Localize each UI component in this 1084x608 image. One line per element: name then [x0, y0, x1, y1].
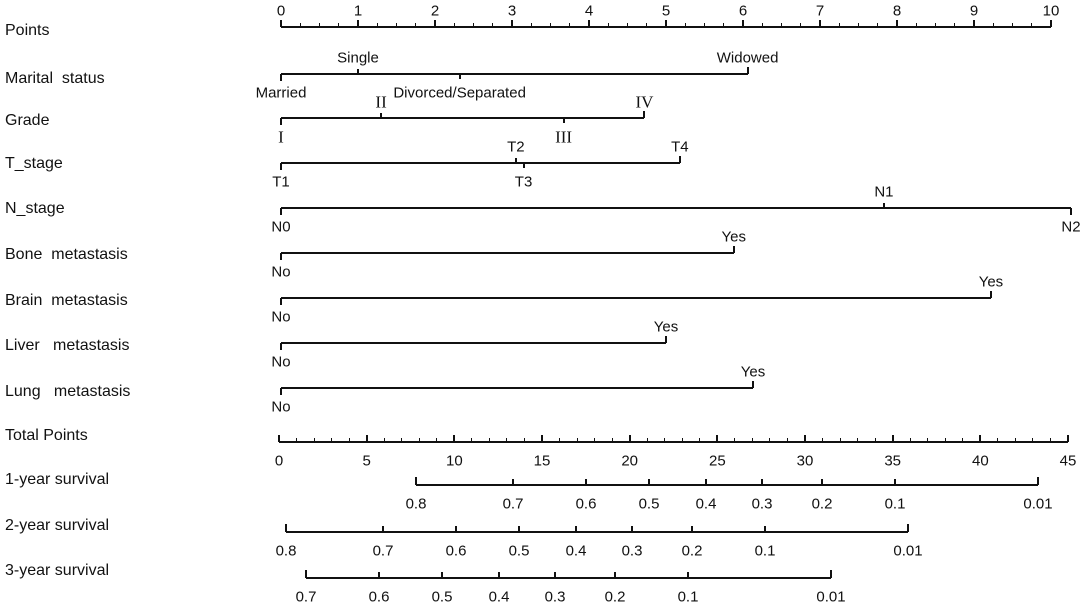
brain-metastasis-value-label: Yes	[978, 273, 1004, 291]
total-points-tick-label: 25	[708, 452, 726, 470]
total-points-tick	[664, 438, 665, 442]
total-points-tick	[892, 435, 894, 442]
liver-metastasis-axis-line	[281, 342, 666, 344]
total-points-tick-label: 45	[1059, 452, 1077, 470]
n-stage-value-label: N1	[874, 183, 894, 201]
total-points-tick	[384, 438, 385, 442]
marital-status-value-label: Single	[337, 49, 379, 67]
row-label-3-year-survival: 3-year survival	[5, 562, 110, 579]
total-points-tick	[419, 438, 420, 442]
total-points-tick	[577, 438, 578, 442]
bone-metastasis-axis-line	[281, 252, 734, 254]
total-points-tick	[804, 435, 806, 442]
total-points-tick-label: 0	[274, 452, 284, 470]
survival-3-year-tick-label: 0.2	[604, 588, 626, 606]
total-points-tick	[822, 438, 823, 442]
liver-metastasis-tick	[665, 336, 667, 343]
marital-status-tick	[747, 67, 749, 74]
points-tick	[781, 23, 782, 27]
points-tick	[357, 20, 359, 27]
points-tick	[608, 23, 609, 27]
t-stage-tick	[679, 156, 681, 163]
total-points-tick	[541, 435, 543, 442]
points-tick-label: 1	[353, 2, 363, 20]
total-points-tick-label: 5	[362, 452, 371, 470]
survival-3-year-axis-line	[306, 577, 831, 579]
total-points-tick	[489, 438, 490, 442]
lung-metastasis-axis-line	[281, 387, 753, 389]
brain-metastasis-tick	[990, 291, 992, 298]
survival-1-year-tick	[415, 477, 417, 485]
total-points-tick	[1050, 438, 1051, 442]
total-points-tick	[524, 438, 525, 442]
grade-tick	[563, 118, 565, 123]
survival-1-year-tick-label: 0.7	[502, 495, 524, 513]
points-tick	[819, 20, 821, 27]
row-label-liver-metastasis: Liver metastasis	[5, 337, 130, 354]
points-tick	[723, 23, 724, 27]
survival-1-year-tick	[1037, 477, 1039, 485]
survival-1-year-tick-label: 0.8	[405, 495, 427, 513]
n-stage-axis-line	[281, 207, 1071, 209]
survival-1-year-tick	[512, 479, 514, 485]
points-tick	[396, 23, 397, 27]
points-tick	[685, 23, 686, 27]
row-label-marital-status: Marital status	[5, 70, 105, 87]
total-points-tick	[1015, 438, 1016, 442]
survival-2-year-tick-label: 0.7	[372, 542, 394, 560]
survival-1-year-tick	[821, 479, 823, 485]
points-tick-label: 10	[1042, 2, 1060, 20]
t-stage-value-label: T2	[507, 138, 525, 156]
survival-3-year-tick	[830, 570, 832, 578]
points-tick	[531, 23, 532, 27]
survival-2-year-tick-label: 0.5	[508, 542, 530, 560]
row-label-total-points: Total Points	[5, 427, 88, 444]
points-tick	[473, 23, 474, 27]
points-tick	[550, 23, 551, 27]
total-points-tick-label: 30	[796, 452, 814, 470]
points-tick-label: 8	[892, 2, 902, 20]
total-points-tick	[647, 438, 648, 442]
points-tick	[877, 23, 878, 27]
total-points-tick	[769, 438, 770, 442]
total-points-tick	[682, 438, 683, 442]
total-points-tick	[875, 438, 876, 442]
points-tick	[839, 23, 840, 27]
t-stage-tick	[280, 163, 282, 170]
marital-status-tick	[459, 74, 461, 79]
total-points-tick	[314, 438, 315, 442]
lung-metastasis-value-label: No	[271, 398, 291, 416]
points-tick	[858, 23, 859, 27]
row-label-1-year-survival: 1-year survival	[5, 471, 110, 488]
grade-value-label: IV	[635, 92, 654, 112]
bone-metastasis-tick	[280, 253, 282, 260]
points-tick	[1031, 23, 1032, 27]
points-tick-label: 2	[430, 2, 440, 20]
points-tick	[454, 23, 455, 27]
total-points-tick	[752, 438, 753, 442]
n-stage-tick	[1070, 208, 1072, 215]
total-points-tick	[787, 438, 788, 442]
points-tick	[762, 23, 763, 27]
survival-1-year-tick-label: 0.2	[811, 495, 833, 513]
points-tick	[896, 20, 898, 27]
points-tick	[646, 23, 647, 27]
survival-3-year-tick	[687, 572, 689, 578]
total-points-tick	[962, 438, 963, 442]
survival-3-year-tick-label: 0.1	[677, 588, 699, 606]
points-tick-label: 9	[969, 2, 979, 20]
survival-1-year-tick-label: 0.4	[695, 495, 717, 513]
survival-2-year-tick-label: 0.8	[275, 542, 297, 560]
points-tick	[511, 20, 513, 27]
total-points-tick	[366, 435, 368, 442]
total-points-tick	[734, 438, 735, 442]
total-points-tick	[629, 435, 631, 442]
survival-1-year-tick	[705, 479, 707, 485]
points-tick	[588, 20, 590, 27]
row-label-2-year-survival: 2-year survival	[5, 517, 110, 534]
survival-2-year-tick	[631, 526, 633, 532]
survival-2-year-axis-line	[286, 531, 908, 533]
grade-tick	[380, 113, 382, 118]
total-points-tick	[594, 438, 595, 442]
total-points-tick-label: 35	[884, 452, 901, 470]
lung-metastasis-tick	[280, 388, 282, 395]
survival-1-year-tick	[585, 479, 587, 485]
liver-metastasis-tick	[280, 343, 282, 350]
brain-metastasis-tick	[280, 298, 282, 305]
survival-1-year-tick-label: 0.01	[1023, 495, 1053, 513]
points-tick	[280, 20, 282, 27]
marital-status-value-label: Divorced/Separated	[393, 84, 526, 102]
survival-3-year-tick-label: 0.5	[431, 588, 453, 606]
grade-tick	[643, 111, 645, 118]
total-points-tick-label: 40	[971, 452, 989, 470]
survival-3-year-tick-label: 0.7	[295, 588, 317, 606]
survival-2-year-tick	[285, 524, 287, 532]
survival-3-year-tick-label: 0.3	[544, 588, 566, 606]
marital-status-value-label: Married	[255, 84, 307, 102]
survival-3-year-tick-label: 0.4	[488, 588, 510, 606]
grade-value-label: I	[278, 127, 284, 147]
points-tick	[300, 23, 301, 27]
t-stage-tick	[523, 163, 525, 168]
grade-value-label: III	[555, 127, 573, 147]
t-stage-value-label: T3	[514, 173, 533, 191]
total-points-tick	[840, 438, 841, 442]
lung-metastasis-value-label: Yes	[740, 363, 766, 381]
total-points-axis-line	[279, 441, 1068, 443]
survival-2-year-tick	[907, 524, 909, 532]
survival-1-year-tick-label: 0.5	[638, 495, 660, 513]
marital-status-axis-line	[281, 73, 748, 75]
survival-2-year-tick	[764, 526, 766, 532]
total-points-tick	[331, 438, 332, 442]
survival-1-year-tick	[894, 479, 896, 485]
points-tick	[492, 23, 493, 27]
total-points-tick	[559, 438, 560, 442]
points-tick	[1012, 23, 1013, 27]
lung-metastasis-tick	[752, 381, 754, 388]
survival-3-year-tick	[614, 572, 616, 578]
points-tick	[627, 23, 628, 27]
survival-2-year-tick-label: 0.3	[621, 542, 643, 560]
total-points-tick	[296, 438, 297, 442]
marital-status-tick	[357, 69, 359, 74]
grade-axis-line	[281, 117, 644, 119]
survival-3-year-tick	[441, 572, 443, 578]
total-points-tick	[453, 435, 455, 442]
points-tick-label: 7	[815, 2, 825, 20]
survival-2-year-tick-label: 0.1	[754, 542, 776, 560]
grade-value-label: II	[375, 92, 387, 112]
points-tick	[800, 23, 801, 27]
points-tick-label: 3	[507, 2, 517, 20]
survival-2-year-tick-label: 0.01	[893, 542, 923, 560]
total-points-tick	[716, 435, 718, 442]
row-label-n-stage: N_stage	[5, 200, 65, 217]
points-tick-label: 5	[661, 2, 671, 20]
n-stage-tick	[883, 203, 885, 208]
total-points-tick	[979, 435, 981, 442]
survival-2-year-tick-label: 0.2	[681, 542, 703, 560]
points-tick-label: 6	[738, 2, 748, 20]
row-label-grade: Grade	[5, 112, 50, 129]
total-points-tick	[699, 438, 700, 442]
t-stage-tick	[515, 158, 517, 163]
bone-metastasis-tick	[733, 246, 735, 253]
total-points-tick	[506, 438, 507, 442]
survival-1-year-tick	[761, 479, 763, 485]
survival-1-year-tick-label: 0.1	[884, 495, 906, 513]
t-stage-value-label: T1	[272, 173, 290, 191]
row-label-t-stage: T_stage	[5, 155, 63, 172]
survival-1-year-tick	[648, 479, 650, 485]
survival-2-year-tick	[691, 526, 693, 532]
total-points-tick-label: 10	[445, 452, 463, 470]
bone-metastasis-value-label: Yes	[721, 228, 746, 246]
row-label-points: Points	[5, 22, 50, 39]
survival-2-year-tick	[575, 526, 577, 532]
brain-metastasis-axis-line	[281, 297, 991, 299]
points-tick	[665, 20, 667, 27]
total-points-tick	[927, 438, 928, 442]
total-points-tick	[857, 438, 858, 442]
total-points-tick	[945, 438, 946, 442]
n-stage-value-label: N0	[271, 218, 291, 236]
grade-tick	[280, 118, 282, 125]
survival-2-year-tick	[518, 526, 520, 532]
total-points-tick	[1067, 435, 1069, 442]
points-tick	[973, 20, 975, 27]
liver-metastasis-value-label: No	[271, 353, 291, 371]
n-stage-value-label: N2	[1061, 218, 1081, 236]
points-tick	[415, 23, 416, 27]
total-points-tick	[1032, 438, 1033, 442]
points-tick	[434, 20, 436, 27]
points-tick	[993, 23, 994, 27]
points-tick-label: 0	[276, 2, 286, 20]
bone-metastasis-value-label: No	[271, 263, 291, 281]
t-stage-value-label: T4	[671, 138, 689, 156]
row-label-lung-metastasis: Lung metastasis	[5, 383, 131, 400]
total-points-tick-label: 20	[621, 452, 638, 470]
total-points-tick	[278, 435, 280, 442]
points-tick	[742, 20, 744, 27]
survival-3-year-tick-label: 0.6	[368, 588, 390, 606]
survival-3-year-tick	[378, 572, 380, 578]
brain-metastasis-value-label: No	[271, 308, 291, 326]
points-tick	[1050, 20, 1052, 27]
points-tick	[319, 23, 320, 27]
points-tick	[916, 23, 917, 27]
survival-1-year-axis-line	[416, 484, 1038, 486]
survival-2-year-tick	[455, 526, 457, 532]
total-points-tick	[997, 438, 998, 442]
row-label-brain-metastasis: Brain metastasis	[5, 292, 128, 309]
total-points-tick-label: 15	[533, 452, 551, 470]
survival-3-year-tick	[498, 572, 500, 578]
survival-3-year-tick	[305, 570, 307, 578]
survival-3-year-tick-label: 0.01	[816, 588, 846, 606]
survival-2-year-tick-label: 0.6	[445, 542, 467, 560]
total-points-tick	[612, 438, 613, 442]
total-points-tick	[436, 438, 437, 442]
survival-2-year-tick	[382, 526, 384, 532]
survival-2-year-tick-label: 0.4	[565, 542, 587, 560]
total-points-tick	[471, 438, 472, 442]
total-points-tick	[401, 438, 402, 442]
marital-status-value-label: Widowed	[716, 49, 779, 67]
survival-1-year-tick-label: 0.6	[575, 495, 597, 513]
points-tick	[954, 23, 955, 27]
points-tick	[935, 23, 936, 27]
marital-status-tick	[280, 74, 282, 81]
points-tick	[704, 23, 705, 27]
liver-metastasis-value-label: Yes	[653, 318, 679, 336]
total-points-tick	[349, 438, 350, 442]
total-points-tick	[910, 438, 911, 442]
row-label-bone-metastasis: Bone metastasis	[5, 246, 128, 263]
points-tick	[338, 23, 339, 27]
survival-1-year-tick-label: 0.3	[751, 495, 773, 513]
n-stage-tick	[280, 208, 282, 215]
points-tick	[377, 23, 378, 27]
survival-3-year-tick	[554, 572, 556, 578]
points-tick-label: 4	[584, 2, 594, 20]
points-tick	[569, 23, 570, 27]
t-stage-axis-line	[281, 162, 680, 164]
